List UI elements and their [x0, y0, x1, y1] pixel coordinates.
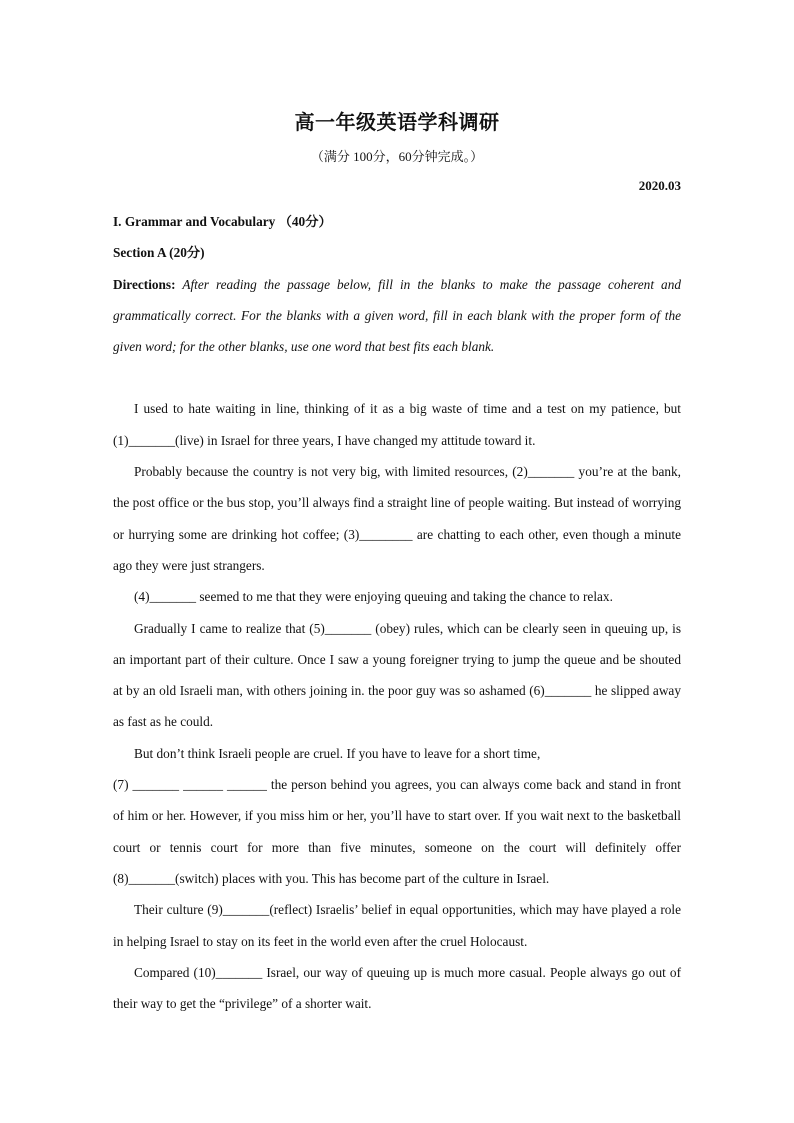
directions-text: After reading the passage below, fill in the blanks to make the passage coherent and grammatically correct. For the blanks with a given word, fill in each blank with the proper form of the given word; for the other blanks, use one word that best fits each blank. [113, 276, 681, 355]
directions-label: Directions: [113, 276, 176, 292]
passage-paragraph-7: Compared (10)_______ Israel, our way of queuing up is much more casual. People always go out of their way to get the “privilege” of a shorter wait. [113, 964, 681, 1012]
passage-paragraph-3: (4)_______ seemed to me that they were enjoying queuing and taking the chance to relax. [134, 589, 613, 605]
exam-subtitle: （满分 100分，60分钟完成。） [310, 149, 484, 164]
passage-paragraph-6: Their culture (9)_______(reflect) Israelis’ belief in equal opportunities, which may have played a role in helping Israel to stay on its feet in the world even after the cruel Holocaust. [113, 902, 681, 949]
section-heading: I. Grammar and Vocabulary （40分） [113, 214, 332, 229]
passage-paragraph-4: Gradually I came to realize that (5)_______ (obey) rules, which can be clearly seen in queuing up, is an important part of their culture. Once I saw a young foreigner trying to jump the queue and be shouted at by an old Israeli man, with others joining in. the poor guy was so ashamed (6)_______ he slipped away as fast as he could. [113, 620, 681, 730]
spacer [113, 362, 681, 393]
exam-title: 高一年级英语学科调研 [294, 110, 500, 134]
directions [113, 269, 681, 363]
section-subheading: Section A (20分) [113, 245, 205, 261]
exam-date: 2020.03 [638, 178, 681, 193]
passage-paragraph-5b: (7) _______ ______ ______ the person behind you agrees, you can always come back and stand in front of him or her. However, if you miss him or her, you’ll have to start over. If you wait next to the basketball court or tennis court for more than five minutes, someone on the court will definitely offer (8)_______(switch) places with you. This has become part of the culture in Israel. [113, 777, 681, 886]
passage-paragraph-5a: But don’t think Israeli people are cruel. If you have to leave for a short time, [134, 745, 541, 761]
exam-content [113, 206, 681, 1019]
passage-paragraph-1: I used to hate waiting in line, thinking of it as a big waste of time and a test on my patience, but (1)_______(live) in Israel for three years, I have changed my attitude toward it. [113, 401, 681, 448]
passage-paragraph-2: Probably because the country is not very big, with limited resources, (2)_______ you’re at the bank, the post office or the bus stop, you’ll always find a straight line of people waiting. But instead of worrying or hurrying some are drinking hot coffee; (3)________ are chatting to each other, even though a minute ago they were just strangers. [113, 464, 681, 573]
